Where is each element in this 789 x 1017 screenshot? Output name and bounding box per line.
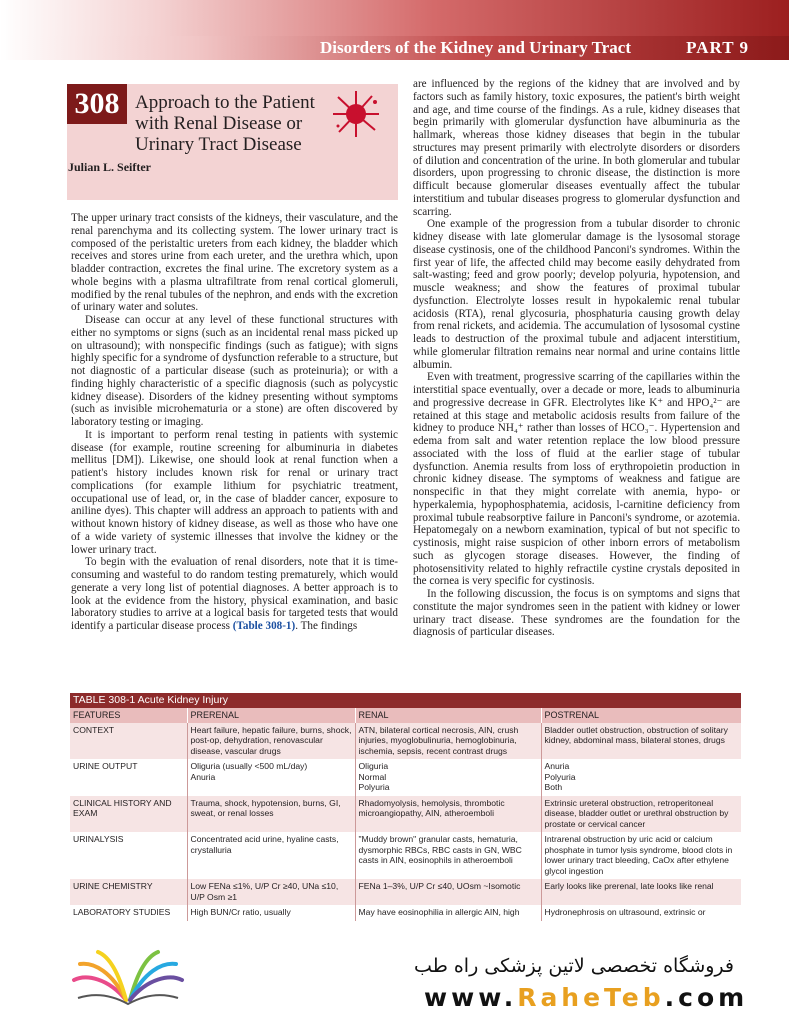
renal-cell [355,759,541,796]
paragraph: One example of the progression from a tubular disorder to chronic kidney disease with late glomerular damage is the lysosomal storage disease cystinosis, one of the childhood Panconi's syndromes. Within the first year of life, the affected child may become easily dehydrated from salt-wasting; feed and grow poorly; develop polyuria, hypotension, and muscle weakness; and show the features of proximal tubular dysfunction. Electrolyte losses result in hypokalemic renal tubular acidosis (RTA), renal glycosuria, phosphaturia causing growth delay from renal rickets, and acidemia. The accumulation of lysosomal cystine leads to destruction of the proximal tubule and adjacent interstitium, while glomerular filtration remains near normal and urine contains little albumin. [413,218,740,371]
paragraph-tail: . The findings [295,620,358,632]
postrenal-cell [541,796,741,833]
paragraph: It is important to perform renal testing in patients with systemic disease (for example, routine screening for albuminuria in diabetes mellitus [DM]). Likewise, one should look at renal function when a patient's history includes known risk for renal or urinary tract complications (for example lithium for psychiatric treatment, occupational use of lead, or, in the case of bladder cancer, exposure to aniline dyes). This chapter will address an approach to patients with and without known history of kidney disease, as well as those who have one of a wide variety of systemic illnesses that involve the kidney or the lower urinary tract. [71,428,398,556]
cell-line: Trauma, shock, hypotension, burns, GI, sweat, or renal losses [190,797,341,818]
cell-line: Both [544,782,563,792]
left-column [71,212,398,633]
cell-line: Anuria [190,771,216,782]
column-header: FEATURES [70,708,187,723]
cell-line: Hydronephrosis on ultrasound, extrinsic or [544,907,706,917]
table-body [70,723,741,921]
cell-line: Normal [358,771,387,782]
feature-cell: CLINICAL HISTORY AND EXAM [70,796,187,833]
prerenal-cell [187,796,355,833]
acute-kidney-injury-table [70,693,741,936]
table-title: TABLE 308-1 Acute Kidney Injury [70,693,741,708]
renal-cell [355,796,541,833]
section-title: Disorders of the Kidney and Urinary Tract [319,38,631,57]
cell-line: Polyuria [358,782,390,792]
postrenal-cell [541,905,741,921]
cell-line: "Muddy brown" granular casts, hematuria, dysmorphic RBCs, RBC casts in GN, WBC casts in AIN, eosinophils in atheroemboli [358,834,522,865]
url-prefix: www. [424,983,518,1012]
cell-line: Polyuria [544,771,576,782]
cell-line: Bladder outlet obstruction, obstruction of solitary kidney, abdominal mass, bilateral stones, drugs [544,724,728,745]
url-accent: RaheTeb [517,983,665,1012]
column-header: PRERENAL [187,708,355,723]
cell-line: High BUN/Cr ratio, usually [190,907,291,917]
prerenal-cell [187,905,355,921]
chapter-title [135,92,355,155]
renal-cell [355,905,541,921]
ink-splatter-icon [330,88,382,140]
prerenal-cell [187,879,355,905]
column-header: POSTRENAL [541,708,741,723]
prerenal-cell [187,723,355,760]
cell-line: FENa 1–3%, U/P Cr ≤40, UOsm ~Isomotic [358,881,521,891]
cell-line: May have eosinophilia in allergic AIN, high [358,907,520,917]
store-url[interactable] [424,983,748,1012]
open-book-logo-icon [68,948,188,1010]
table [70,708,741,921]
prerenal-cell [187,759,355,796]
cell-line: Oliguria (usually <500 mL/day) [190,761,308,771]
postrenal-cell [541,879,741,905]
feature-cell: URINE CHEMISTRY [70,879,187,905]
renal-cell [355,832,541,879]
url-suffix: .com [664,983,749,1012]
cell-line: Intrarenal obstruction by uric acid or calcium phosphate in tumor lysis syndrome, blood clots in lower urinary tract bleeding, CaOx after ethylene glycol ingestion [544,834,733,876]
paragraph: Even with treatment, progressive scarring of the capillaries within the interstitial space eventually, over a decade or more, leads to albuminuria and progressive decrease in GFR. Electrolytes like K⁺ and HPO₄²⁻ are retained at this stage and metabolic acidosis results from failure of the kidney to produce NH₄⁺ rather than losses of HCO₃⁻. Hypertension and edema from salt and water retention replace the low blood pressure associated with the loss of fluid at the earlier stage of tubular dysfunction. Anemia results from loss of erythropoietin production in chronic kidney disease. The symptoms of weakness and fatigue are nonspecific in that they might correlate with anemia, hypo- or hyperkalemia, hypophosphatemia, acidosis, l-carnitine deficiency from proximal tubule reabsorptive failure in Panconi's syndrome, or azotemia. Hepatomegaly on a newborn examination, typical of but not specific to cystinosis, might raise suspicion of other inborn errors of metabolism such as glycogen storage diseases. However, the finding of photosensitivity related to highly refractile cystine crystals deposited in the cornea is very specific for cystinosis. [413,371,740,588]
cell-line: Early looks like prerenal, late looks like renal [544,881,714,891]
chapter-title-line: with Renal Disease or [135,113,303,134]
cell-line: Anuria [544,761,570,771]
chapter-title-line: Urinary Tract Disease [135,134,302,155]
table-row [70,759,741,796]
table-row [70,905,741,921]
paragraph [71,556,398,633]
cell-line: ATN, bilateral cortical necrosis, AIN, crush injuries, myoglobulinuria, hemoglobinuria, ischemia, sepsis, recent contrast drugs [358,724,519,756]
cell-line: Concentrated acid urine, hyaline casts, crystalluria [190,834,339,855]
postrenal-cell [541,759,741,796]
store-name: فروشگاه تخصصی لاتین پزشکی راه طب [414,955,734,977]
chapter-number: 308 [67,84,127,124]
right-column [413,78,740,639]
cell-line: Low FENa ≤1%, U/P Cr ≥40, UNa ≤10, U/P Osm ≥1 [190,881,339,902]
paragraph: In the following discussion, the focus is on symptoms and signs that constitute the major syndromes seen in the patient with kidney or lower urinary tract disease. These syndromes are the foundation for the diagnosis of particular diseases. [413,588,740,639]
table-row [70,796,741,833]
feature-cell: CONTEXT [70,723,187,760]
renal-cell [355,723,541,760]
cell-line: Extrinsic ureteral obstruction, retroperitoneal disease, bladder outlet or urethral obstruction by prostate or cervical cancer [544,797,729,829]
paragraph: Disease can occur at any level of these functional structures with either no symptoms or signs (such as an incidental renal mass picked up on ultrasound); with nonspecific findings (such as fatigue); with signs highly specific for a syndrome of dysfunction referable to a structure, but not diagnostic of a particular disease (such as proteinuria); or with a finding highly characteristic of a specific diagnosis (such as polycystic kidney disease). Disorders of the kidney presenting without symptoms (such as invisible microhematuria or a stone) are often discovered by laboratory testing or imaging. [71,314,398,428]
postrenal-cell [541,832,741,879]
cell-line: Heart failure, hepatic failure, burns, shock, post-op, dehydration, renovascular disease, vascular drugs [190,724,352,756]
part-label: PART 9 [686,38,749,57]
prerenal-cell [187,832,355,879]
paragraph-text: To begin with the evaluation of renal disorders, note that it is time-consuming and wasteful to do random testing prematurely, which would generate a very long list of potential diagnoses. A better approach is to look at the evidence from the history, physical examination, and basic laboratory studies to arrive at a logical basis for targeted tests that would identify a particular disease process [71,556,398,632]
feature-cell: URINALYSIS [70,832,187,879]
chapter-title-line: Approach to the Patient [135,92,315,113]
feature-cell: URINE OUTPUT [70,759,187,796]
chapter-author: Julian L. Seifter [68,160,151,174]
column-header: RENAL [355,708,541,723]
paragraph: are influenced by the regions of the kidney that are involved and by factors such as family history, toxic exposures, the patient's birth weight and age, and time course of the findings. As a rule, kidney diseases that begin primarily with glomerular dysfunction have albuminuria as the hallmark, whereas those kidney diseases that begin in the tubular structures may present primarily with electrolyte disorders or disorders of dilution and concentration of the urine. In both glomerular and tubular disorders, upon progressing to chronic disease, the distinction is more difficult because glomerular diseases eventually affect the tubular interstitium and tubular diseases progress to glomerular dysfunction and scarring. [413,78,740,218]
table-row [70,723,741,760]
paragraph: The upper urinary tract consists of the kidneys, their vasculature, and the renal parenchyma and its collecting system. The lower urinary tract is composed of the peristaltic ureters from each kidney, the bladder which receives and stores urine from each ureter, and the urethra which, upon bladder contraction, excretes the final urine. The excretory system as a whole begins with a plasma ultrafiltrate from renal cortical glomeruli, modified by the renal tubules of the nephron, and ends with the excretion of urinary water and solutes. [71,212,398,314]
table-row [70,832,741,879]
table-row [70,879,741,905]
renal-cell [355,879,541,905]
table-reference-link[interactable]: (Table 308-1) [232,620,296,632]
cell-line: Oliguria [358,761,389,771]
feature-cell: LABORATORY STUDIES [70,905,187,921]
postrenal-cell [541,723,741,760]
cell-line: Rhadomyolysis, hemolysis, thrombotic microangiopathy, AIN, atheroemboli [358,797,505,818]
